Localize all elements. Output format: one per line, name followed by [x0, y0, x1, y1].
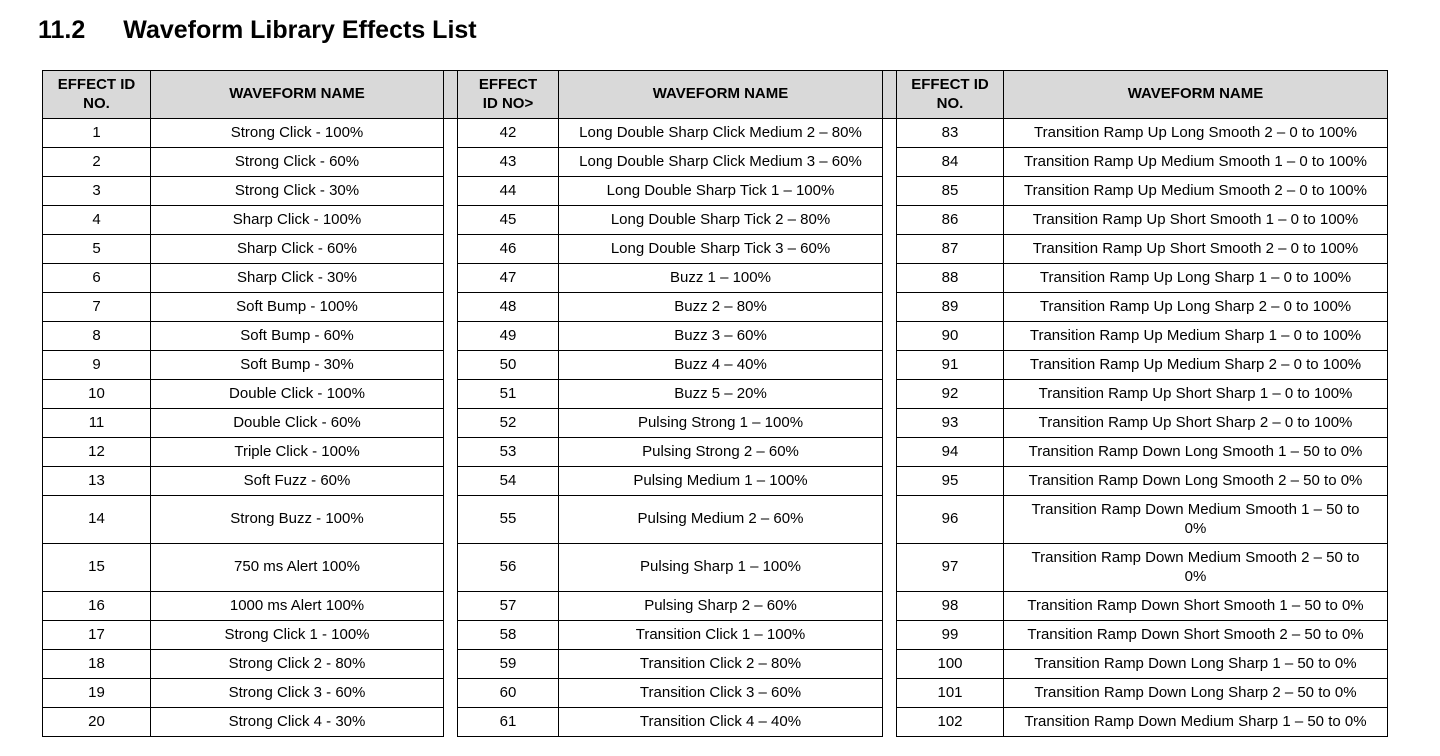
spacer-cell — [883, 496, 897, 544]
table-header — [43, 71, 1388, 119]
spacer-cell — [883, 322, 897, 351]
table-row — [43, 496, 1388, 544]
effect-id-cell: 11 — [43, 409, 151, 438]
waveform-name-cell: Transition Click 1 – 100% — [559, 621, 883, 650]
header-spacer — [883, 71, 897, 119]
spacer-cell — [883, 177, 897, 206]
waveform-name-cell: Long Double Sharp Tick 1 – 100% — [559, 177, 883, 206]
effect-id-cell: 51 — [458, 380, 559, 409]
effect-id-cell: 88 — [897, 264, 1004, 293]
waveform-name-cell: Pulsing Strong 1 – 100% — [559, 409, 883, 438]
table-row — [43, 650, 1388, 679]
waveform-name-cell: Transition Click 4 – 40% — [559, 708, 883, 737]
waveform-name-cell: Long Double Sharp Tick 3 – 60% — [559, 235, 883, 264]
table-row — [43, 679, 1388, 708]
waveform-name-cell — [1004, 708, 1388, 737]
waveform-name-cell — [1004, 409, 1388, 438]
waveform-name-cell — [1004, 679, 1388, 708]
effect-id-cell: 84 — [897, 148, 1004, 177]
waveform-name-text: Transition Ramp Down Short Smooth 2 – 50 to 0% — [1027, 625, 1364, 643]
spacer-cell — [883, 351, 897, 380]
spacer-cell — [444, 438, 458, 467]
effect-id-cell: 7 — [43, 293, 151, 322]
waveform-name-cell: Strong Buzz - 100% — [151, 496, 444, 544]
spacer-cell — [883, 264, 897, 293]
effect-id-cell: 49 — [458, 322, 559, 351]
spacer-cell — [444, 293, 458, 322]
waveform-name-cell — [1004, 351, 1388, 380]
waveform-name-text: Transition Ramp Down Long Sharp 1 – 50 to 0% — [1034, 654, 1357, 672]
waveform-name-text: Transition Ramp Down Long Smooth 2 – 50 to 0% — [1028, 471, 1363, 489]
spacer-cell — [444, 119, 458, 148]
waveform-name-text: Transition Ramp Up Medium Sharp 1 – 0 to 100% — [1029, 326, 1362, 344]
waveform-name-cell — [1004, 544, 1388, 592]
header-row — [43, 71, 1388, 119]
waveform-name-cell — [1004, 467, 1388, 496]
waveform-name-text: Transition Ramp Up Medium Smooth 2 – 0 to 100% — [1024, 181, 1367, 199]
waveform-name-cell: Pulsing Sharp 2 – 60% — [559, 592, 883, 621]
spacer-cell — [883, 148, 897, 177]
table-row — [43, 438, 1388, 467]
waveform-name-cell — [1004, 264, 1388, 293]
document-page — [0, 16, 1440, 737]
header-effect-id-group1 — [43, 71, 151, 119]
waveform-name-cell — [1004, 148, 1388, 177]
header-waveform-name-group1: WAVEFORM NAME — [151, 71, 444, 119]
spacer-cell — [883, 409, 897, 438]
spacer-cell — [444, 351, 458, 380]
waveform-name-cell: Transition Click 2 – 80% — [559, 650, 883, 679]
waveform-name-text: Transition Ramp Down Medium Smooth 2 – 50 to 0% — [1031, 548, 1360, 585]
effect-id-cell: 45 — [458, 206, 559, 235]
table-row — [43, 592, 1388, 621]
effect-id-cell: 93 — [897, 409, 1004, 438]
effect-id-cell: 90 — [897, 322, 1004, 351]
spacer-cell — [444, 148, 458, 177]
waveform-name-text: Transition Ramp Up Long Smooth 2 – 0 to 100% — [1034, 123, 1357, 141]
table-row — [43, 206, 1388, 235]
effect-id-cell: 43 — [458, 148, 559, 177]
waveform-name-cell: Pulsing Sharp 1 – 100% — [559, 544, 883, 592]
effect-id-cell: 15 — [43, 544, 151, 592]
table-row — [43, 148, 1388, 177]
waveform-name-text: Transition Ramp Down Long Sharp 2 – 50 to 0% — [1034, 683, 1357, 701]
waveform-name-text: Transition Ramp Down Short Smooth 1 – 50 to 0% — [1027, 596, 1364, 614]
waveform-effects-table — [42, 70, 1388, 737]
effect-id-cell: 89 — [897, 293, 1004, 322]
spacer-cell — [444, 177, 458, 206]
table-row — [43, 708, 1388, 737]
waveform-name-cell: Sharp Click - 100% — [151, 206, 444, 235]
effect-id-cell: 92 — [897, 380, 1004, 409]
effect-id-cell: 2 — [43, 148, 151, 177]
waveform-name-cell: 1000 ms Alert 100% — [151, 592, 444, 621]
effect-id-cell: 85 — [897, 177, 1004, 206]
header-waveform-name-group2: WAVEFORM NAME — [559, 71, 883, 119]
spacer-cell — [883, 119, 897, 148]
waveform-name-cell: Strong Click 2 - 80% — [151, 650, 444, 679]
spacer-cell — [444, 206, 458, 235]
waveform-name-text: Transition Ramp Up Long Sharp 2 – 0 to 100% — [1039, 297, 1352, 315]
waveform-name-cell — [1004, 380, 1388, 409]
waveform-name-cell: Long Double Sharp Click Medium 3 – 60% — [559, 148, 883, 177]
waveform-name-cell: Strong Click - 60% — [151, 148, 444, 177]
table-row — [43, 293, 1388, 322]
waveform-name-cell: 750 ms Alert 100% — [151, 544, 444, 592]
waveform-name-cell: Sharp Click - 30% — [151, 264, 444, 293]
effects-table-body — [43, 119, 1388, 737]
waveform-name-cell — [1004, 119, 1388, 148]
waveform-name-text: Transition Ramp Up Medium Sharp 2 – 0 to 100% — [1029, 355, 1362, 373]
effect-id-cell: 86 — [897, 206, 1004, 235]
spacer-cell — [883, 293, 897, 322]
effect-id-cell: 20 — [43, 708, 151, 737]
waveform-name-text: Transition Ramp Down Long Smooth 1 – 50 to 0% — [1028, 442, 1363, 460]
waveform-name-cell: Buzz 3 – 60% — [559, 322, 883, 351]
waveform-name-text: Transition Ramp Up Short Smooth 2 – 0 to 100% — [1032, 239, 1359, 257]
waveform-name-text: Transition Ramp Up Short Smooth 1 – 0 to 100% — [1032, 210, 1359, 228]
header-text: ID NO> — [482, 94, 534, 112]
spacer-cell — [444, 264, 458, 293]
waveform-name-cell — [1004, 621, 1388, 650]
waveform-name-cell — [1004, 177, 1388, 206]
header-effect-id-group3 — [897, 71, 1004, 119]
waveform-name-cell — [1004, 235, 1388, 264]
waveform-name-cell: Strong Click - 30% — [151, 177, 444, 206]
effect-id-cell: 87 — [897, 235, 1004, 264]
header-text: NO. — [936, 94, 964, 112]
waveform-name-cell: Soft Bump - 60% — [151, 322, 444, 351]
waveform-name-text: Transition Ramp Down Medium Sharp 1 – 50 to 0% — [1024, 712, 1367, 730]
table-row — [43, 544, 1388, 592]
waveform-name-cell: Pulsing Medium 1 – 100% — [559, 467, 883, 496]
spacer-cell — [444, 708, 458, 737]
waveform-name-cell: Triple Click - 100% — [151, 438, 444, 467]
effect-id-cell: 58 — [458, 621, 559, 650]
effect-id-cell: 3 — [43, 177, 151, 206]
waveform-name-cell — [1004, 496, 1388, 544]
effect-id-cell: 16 — [43, 592, 151, 621]
spacer-cell — [444, 544, 458, 592]
waveform-name-cell — [1004, 293, 1388, 322]
effect-id-cell: 98 — [897, 592, 1004, 621]
effect-id-cell: 47 — [458, 264, 559, 293]
header-text: EFFECT ID — [57, 75, 136, 93]
waveform-name-cell — [1004, 592, 1388, 621]
effect-id-cell: 99 — [897, 621, 1004, 650]
effect-id-cell: 53 — [458, 438, 559, 467]
effect-id-cell: 1 — [43, 119, 151, 148]
spacer-cell — [444, 621, 458, 650]
spacer-cell — [883, 380, 897, 409]
spacer-cell — [444, 650, 458, 679]
waveform-name-cell: Strong Click 4 - 30% — [151, 708, 444, 737]
waveform-name-cell — [1004, 206, 1388, 235]
waveform-name-cell: Sharp Click - 60% — [151, 235, 444, 264]
spacer-cell — [444, 409, 458, 438]
effect-id-cell: 52 — [458, 409, 559, 438]
spacer-cell — [444, 592, 458, 621]
waveform-name-cell — [1004, 650, 1388, 679]
effect-id-cell: 18 — [43, 650, 151, 679]
effect-id-cell: 101 — [897, 679, 1004, 708]
effect-id-cell: 8 — [43, 322, 151, 351]
effect-id-cell: 9 — [43, 351, 151, 380]
section-number: 11.2 — [38, 16, 86, 44]
effect-id-cell: 44 — [458, 177, 559, 206]
waveform-name-cell: Soft Fuzz - 60% — [151, 467, 444, 496]
spacer-cell — [883, 235, 897, 264]
spacer-cell — [883, 544, 897, 592]
effect-id-cell: 6 — [43, 264, 151, 293]
effect-id-cell: 102 — [897, 708, 1004, 737]
effect-id-cell: 10 — [43, 380, 151, 409]
waveform-name-text: Transition Ramp Up Medium Smooth 1 – 0 to 100% — [1024, 152, 1367, 170]
waveform-name-cell: Buzz 2 – 80% — [559, 293, 883, 322]
effect-id-cell: 97 — [897, 544, 1004, 592]
effect-id-cell: 17 — [43, 621, 151, 650]
waveform-name-cell — [1004, 438, 1388, 467]
table-row — [43, 119, 1388, 148]
waveform-name-text: Transition Ramp Up Short Sharp 2 – 0 to 100% — [1038, 413, 1353, 431]
effect-id-cell: 42 — [458, 119, 559, 148]
spacer-cell — [444, 679, 458, 708]
table-row — [43, 467, 1388, 496]
table-row — [43, 409, 1388, 438]
waveform-name-text: Transition Ramp Up Short Sharp 1 – 0 to 100% — [1038, 384, 1353, 402]
table-row — [43, 351, 1388, 380]
header-spacer — [444, 71, 458, 119]
spacer-cell — [883, 467, 897, 496]
waveform-name-cell — [1004, 322, 1388, 351]
waveform-name-cell: Buzz 1 – 100% — [559, 264, 883, 293]
header-effect-id-group2 — [458, 71, 559, 119]
waveform-name-cell: Double Click - 100% — [151, 380, 444, 409]
spacer-cell — [883, 679, 897, 708]
effect-id-cell: 94 — [897, 438, 1004, 467]
effect-id-cell: 61 — [458, 708, 559, 737]
effect-id-cell: 54 — [458, 467, 559, 496]
header-text: NO. — [83, 94, 110, 112]
table-row — [43, 264, 1388, 293]
spacer-cell — [444, 496, 458, 544]
spacer-cell — [883, 438, 897, 467]
waveform-name-cell: Strong Click - 100% — [151, 119, 444, 148]
effect-id-cell: 46 — [458, 235, 559, 264]
spacer-cell — [883, 206, 897, 235]
table-row — [43, 235, 1388, 264]
waveform-name-cell: Strong Click 1 - 100% — [151, 621, 444, 650]
effect-id-cell: 48 — [458, 293, 559, 322]
effect-id-cell: 95 — [897, 467, 1004, 496]
waveform-name-cell: Buzz 5 – 20% — [559, 380, 883, 409]
effect-id-cell: 4 — [43, 206, 151, 235]
spacer-cell — [883, 592, 897, 621]
waveform-name-cell: Pulsing Medium 2 – 60% — [559, 496, 883, 544]
effect-id-cell: 55 — [458, 496, 559, 544]
waveform-name-text: Transition Ramp Up Long Sharp 1 – 0 to 100% — [1039, 268, 1352, 286]
waveform-name-text: Transition Ramp Down Medium Smooth 1 – 50 to 0% — [1031, 500, 1360, 537]
waveform-name-cell: Soft Bump - 30% — [151, 351, 444, 380]
waveform-name-cell: Soft Bump - 100% — [151, 293, 444, 322]
spacer-cell — [883, 650, 897, 679]
waveform-name-cell: Long Double Sharp Tick 2 – 80% — [559, 206, 883, 235]
waveform-name-cell: Buzz 4 – 40% — [559, 351, 883, 380]
table-row — [43, 380, 1388, 409]
waveform-name-cell: Double Click - 60% — [151, 409, 444, 438]
effect-id-cell: 13 — [43, 467, 151, 496]
table-row — [43, 621, 1388, 650]
effect-id-cell: 14 — [43, 496, 151, 544]
waveform-name-cell: Long Double Sharp Click Medium 2 – 80% — [559, 119, 883, 148]
effect-id-cell: 60 — [458, 679, 559, 708]
effect-id-cell: 96 — [897, 496, 1004, 544]
table-row — [43, 177, 1388, 206]
effect-id-cell: 56 — [458, 544, 559, 592]
header-text: EFFECT — [478, 75, 538, 93]
effect-id-cell: 57 — [458, 592, 559, 621]
spacer-cell — [444, 235, 458, 264]
section-heading — [38, 16, 1440, 45]
spacer-cell — [444, 467, 458, 496]
effect-id-cell: 5 — [43, 235, 151, 264]
table-row — [43, 322, 1388, 351]
effect-id-cell: 50 — [458, 351, 559, 380]
header-waveform-name-group3: WAVEFORM NAME — [1004, 71, 1388, 119]
effect-id-cell: 12 — [43, 438, 151, 467]
effect-id-cell: 100 — [897, 650, 1004, 679]
effect-id-cell: 59 — [458, 650, 559, 679]
waveform-name-cell: Pulsing Strong 2 – 60% — [559, 438, 883, 467]
spacer-cell — [883, 621, 897, 650]
waveform-name-cell: Strong Click 3 - 60% — [151, 679, 444, 708]
spacer-cell — [444, 322, 458, 351]
spacer-cell — [444, 380, 458, 409]
waveform-name-cell: Transition Click 3 – 60% — [559, 679, 883, 708]
effect-id-cell: 91 — [897, 351, 1004, 380]
spacer-cell — [883, 708, 897, 737]
effect-id-cell: 83 — [897, 119, 1004, 148]
header-text: EFFECT ID — [911, 75, 989, 93]
page-title: Waveform Library Effects List — [123, 16, 477, 44]
effect-id-cell: 19 — [43, 679, 151, 708]
